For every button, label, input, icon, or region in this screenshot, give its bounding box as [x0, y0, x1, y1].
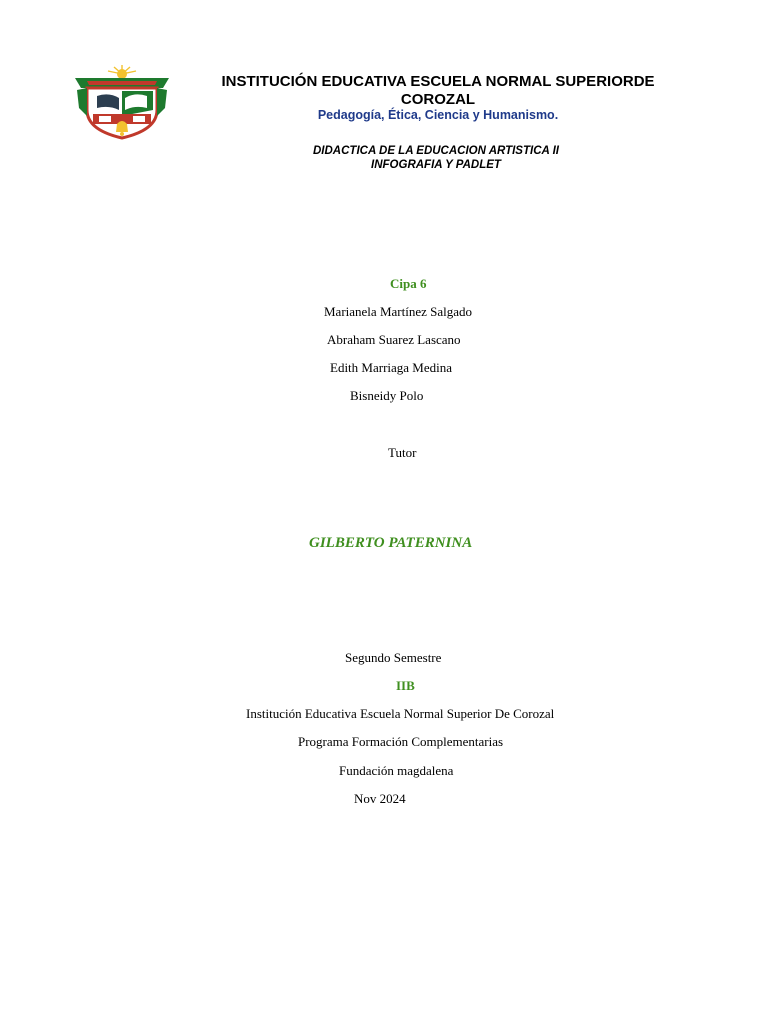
tutor-label: Tutor: [388, 445, 417, 460]
member-name: Abraham Suarez Lascano: [327, 332, 461, 347]
document-date: Nov 2024: [354, 791, 406, 806]
institution-motto: Pedagogía, Ética, Ciencia y Humanismo.: [317, 108, 559, 122]
institution-full-name: Institución Educativa Escuela Normal Superior De Corozal: [246, 706, 555, 721]
course-subtitle: INFOGRAFIA Y PADLET: [371, 159, 501, 171]
program-name: Programa Formación Complementarias: [298, 734, 504, 749]
institution-name-line2: COROZAL: [400, 91, 476, 108]
course-title: DIDACTICA DE LA EDUCACION ARTISTICA II: [313, 145, 559, 157]
institution-name-line1: INSTITUCIÓN EDUCATIVA ESCUELA NORMAL SUPERIORDE: [221, 73, 655, 90]
semester: Segundo Semestre: [345, 650, 442, 665]
section-code: IIB: [396, 678, 415, 693]
school-crest-icon: [73, 64, 171, 140]
member-name: Edith Marriaga Medina: [330, 360, 453, 375]
tutor-name: GILBERTO PATERNINA: [309, 535, 473, 551]
foundation-name: Fundación magdalena: [339, 763, 454, 778]
member-name: Bisneidy Polo: [350, 388, 424, 403]
group-label: Cipa 6: [390, 276, 427, 291]
member-name: Marianela Martínez Salgado: [324, 304, 472, 319]
